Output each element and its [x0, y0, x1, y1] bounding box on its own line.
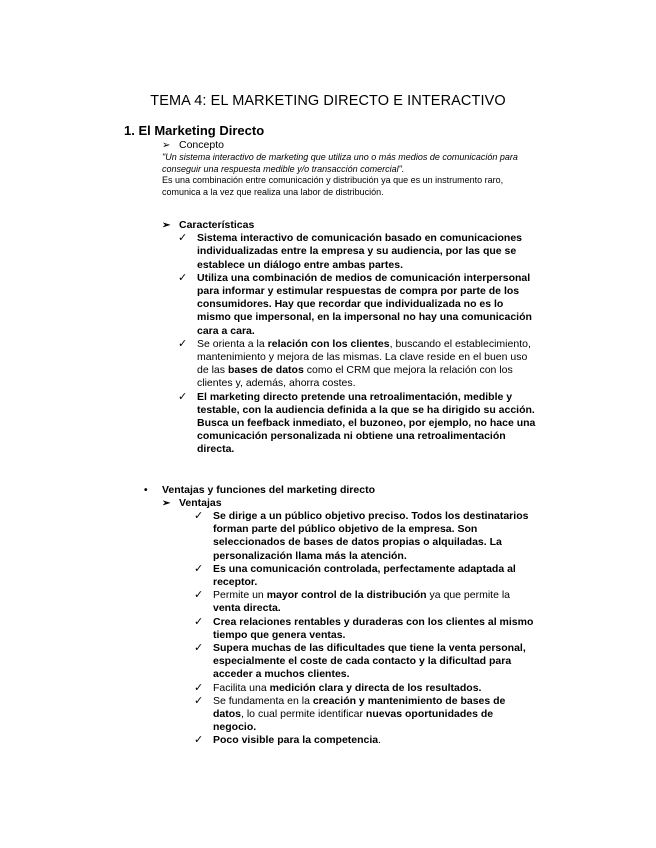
checkmark-icon: ✓: [194, 694, 204, 707]
ventajas-block: [162, 497, 537, 510]
ventaja-text: creación y mantenimiento de bases de datos: [213, 694, 506, 721]
bullet-icon: •: [144, 485, 148, 496]
ventaja-item: [194, 589, 537, 615]
ventaja-text: venta directa.: [213, 602, 281, 615]
section-heading-marketing-directo: 1. El Marketing Directo: [124, 123, 265, 138]
caracteristica-text: Se orienta a la: [197, 337, 268, 350]
checkmark-icon: ✓: [194, 615, 204, 628]
ventaja-text: Facilita una: [213, 681, 270, 694]
ventajas-funciones-block: [144, 484, 534, 497]
checkmark-icon: ✓: [194, 589, 204, 602]
caracteristica-text: Sistema interactivo de comunicación basado en comunicaciones individualizadas entre la empresa y su audiencia, por las que se establece un diálogo entre ambas partes.: [197, 232, 523, 271]
document-title: TEMA 4: EL MARKETING DIRECTO E INTERACTIVO: [150, 93, 506, 109]
ventaja-text: , lo cual permite identificar: [241, 708, 366, 721]
ventaja-item: [194, 510, 537, 563]
ventaja-text: mayor control de la distribución: [266, 589, 427, 602]
checkmark-icon: ✓: [194, 734, 204, 747]
ventaja-text: Poco visible para la competencia: [213, 734, 379, 747]
checkmark-icon: ✓: [178, 337, 188, 350]
ventaja-item: [194, 682, 537, 695]
ventaja-text: medición clara y directa de los resultados.: [269, 681, 482, 694]
checkmark-icon: ✓: [178, 232, 188, 245]
ventaja-item: [194, 563, 537, 589]
caracteristicas-list: [178, 232, 537, 456]
caracteristica-text: bases de datos: [227, 364, 304, 377]
caracteristica-text: como el CRM que mejora la relación con los clientes y, además, ahorra costes.: [197, 364, 513, 390]
arrow-bullet-icon: ➢: [162, 498, 171, 509]
ventaja-text: Se fundamenta en la: [213, 694, 313, 707]
ventaja-item: [194, 642, 537, 682]
caracteristica-text: , buscando el establecimiento, mantenimiento y mejora de las mismas. La clave reside en el buen uso de las: [197, 337, 531, 377]
arrow-bullet-icon: ➢: [162, 140, 171, 151]
caracteristicas-label: Características: [179, 219, 255, 231]
ventaja-text: ya que permite la: [426, 589, 511, 602]
ventaja-item: [194, 616, 537, 642]
checkmark-icon: ✓: [194, 510, 204, 522]
checkmark-icon: ✓: [194, 642, 204, 655]
caracteristica-item: [178, 272, 537, 338]
ventajas-list-wrap: [194, 510, 537, 748]
caracteristica-text: Utiliza una combinación de medios de comunicación interpersonal para informar y estimular respuestas de compra por parte de los consumidores. Hay que recordar que individualizada no es lo mismo que impersonal, en la impersonal no hay una comunicación cara a cara.: [197, 271, 532, 337]
arrow-bullet-icon: ➢: [162, 220, 171, 231]
caracteristica-item: [178, 338, 537, 391]
ventajas-list: [194, 510, 537, 748]
caracteristica-text: El marketing directo pretende una retroalimentación, medible y testable, con la audiencia definida a la que se ha dirigido su acción. Busca un feefback inmediato, el buzoneo, por ejemplo, no hace una comunicación personalizada ni obtiene una retroalimentación directa.: [197, 390, 536, 456]
checkmark-icon: ✓: [194, 681, 204, 694]
concepto-block: [162, 139, 542, 198]
concepto-label: Concepto: [179, 139, 224, 151]
concepto-text: Es una combinación entre comunicación y distribución ya que es un instrumento raro, comunica a la vez que realiza una labor de distribución.: [162, 175, 504, 197]
ventaja-text: Permite un: [213, 589, 267, 602]
ventaja-item: [194, 695, 537, 735]
caracteristica-item: [178, 232, 537, 272]
ventaja-text: Es una comunicación controlada, perfectamente adaptada al receptor.: [213, 562, 516, 589]
checkmark-icon: ✓: [178, 271, 188, 284]
ventaja-text: Se dirige a un público objetivo preciso. Todos los destinatarios forman parte del público objetivo de la empresa. Son seleccionados de bases de datos propias o alquiladas. La personalización llama más la atención.: [213, 510, 529, 562]
caracteristicas-block: [162, 219, 537, 457]
ventaja-text: nuevas oportunidades de negocio.: [213, 708, 494, 734]
caracteristica-item: [178, 391, 537, 457]
ventaja-text: .: [378, 734, 382, 747]
ventajas-funciones-label: Ventajas y funciones del marketing directo: [162, 484, 375, 496]
ventajas-label: Ventajas: [179, 497, 222, 509]
ventaja-text: Crea relaciones rentables y duraderas con los clientes al mismo tiempo que genera ventas.: [213, 615, 534, 641]
concepto-quote: "Un sistema interactivo de marketing que utiliza uno o más medios de comunicación para conseguir una respuesta medible y/o transacción comercial".: [162, 152, 518, 174]
checkmark-icon: ✓: [194, 562, 204, 575]
ventaja-item: [194, 734, 537, 747]
ventaja-text: Supera muchas de las dificultades que tiene la venta personal, especialmente el coste de cada contacto y la dificultad para acceder a muchos clientes.: [213, 642, 526, 681]
caracteristica-text: relación con los clientes: [267, 337, 390, 350]
checkmark-icon: ✓: [178, 390, 188, 403]
